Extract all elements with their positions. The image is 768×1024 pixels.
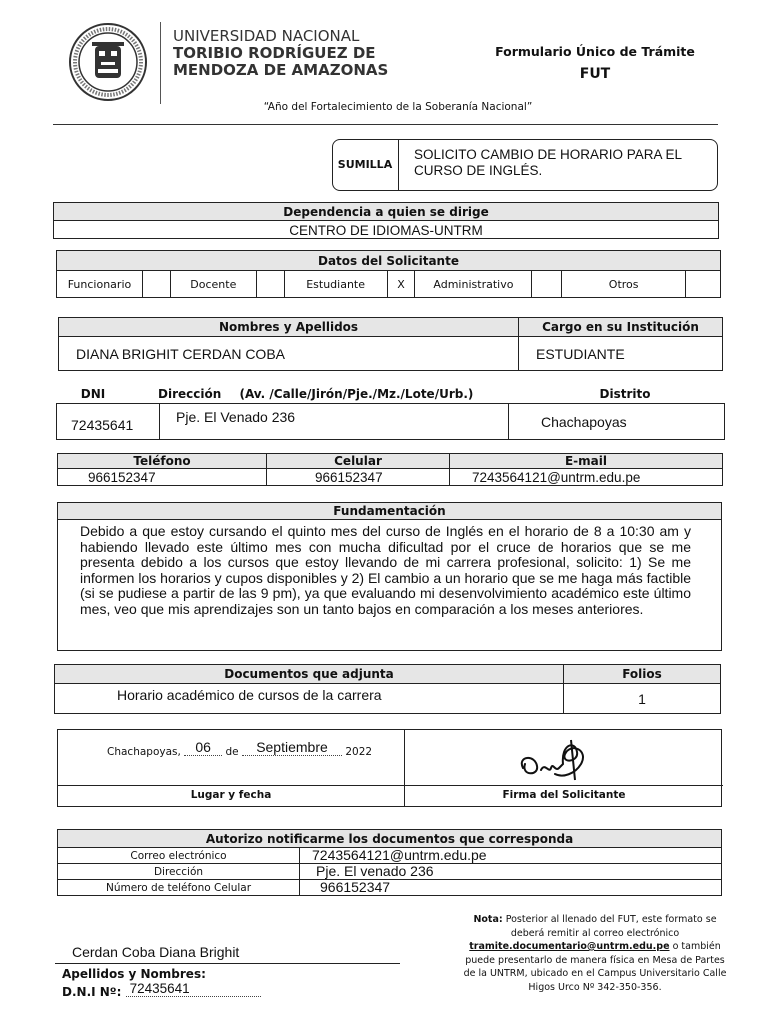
university-seal <box>68 22 148 102</box>
fundamentacion-text: Debido a que estoy cursando el quinto mes del curso de Inglés en el horario de 8 a 10:30 am y habiendo llevado este último mes con mucha dificultad por el cruce de horarios que se me presenta debido a los cursos que estoy llevando de mi carrera profesional, solicito: 1) Se me informen los horarios y cupos disponibles y 2) El cambio a un horario que se me haga más factible (si se pudiese a partir de las 9 pm), ya que evaluando mi desenvolvimiento académico este último mes, veo que mis aprendizajes son un tanto bajos en comparación a los meses anteriores. <box>58 520 722 651</box>
mark-otros <box>686 271 721 298</box>
firma-label: Firma del Solicitante <box>502 789 626 801</box>
distrito-header: Distrito <box>599 387 651 401</box>
telefono-header: Teléfono <box>58 454 267 469</box>
direccion-header-hint: (Av. /Calle/Jirón/Pje./Mz./Lote/Urb.) <box>239 387 474 401</box>
footer-note-2: o también puede presentarlo de manera física en Mesa de Partes de la UNTRM, ubicado en el Campus Universitario Calle Higos Urco Nº 342-350-356. <box>463 941 727 993</box>
nombres-value: DIANA BRIGHIT CERDAN COBA <box>59 337 519 371</box>
solicitante-header: Datos del Solicitante <box>57 251 721 271</box>
seal-icon <box>68 22 148 102</box>
telefono-value: 966152347 <box>58 469 267 486</box>
lugar-rule <box>58 785 404 786</box>
university-line2: TORIBIO RODRÍGUEZ DE <box>173 44 376 62</box>
dependencia-value: CENTRO DE IDIOMAS-UNTRM <box>54 221 719 239</box>
notif-email-label: Correo electrónico <box>58 848 300 864</box>
celular-value: 966152347 <box>267 469 450 486</box>
fundamentacion-table <box>57 502 722 651</box>
direccion-value: Pje. El Venado 236 <box>160 404 509 440</box>
footer-dni-label: D.N.I Nº: <box>62 985 122 999</box>
header-rule <box>53 124 718 125</box>
footer-name-rule <box>55 963 400 964</box>
documentos-table <box>54 664 721 714</box>
cargo-header: Cargo en su Institución <box>519 318 723 337</box>
signature-icon <box>515 734 595 784</box>
distrito-value: Chachapoyas <box>509 404 725 440</box>
fecha-line <box>107 739 373 759</box>
folios-value: 1 <box>564 684 721 714</box>
type-docente: Docente <box>170 271 256 298</box>
type-administrativo: Administrativo <box>415 271 532 298</box>
email-value: 7243564121@untrm.edu.pe <box>450 469 723 486</box>
footer-note <box>462 913 728 994</box>
email-header: E-mail <box>450 454 723 469</box>
footer-note-email[interactable]: tramite.documentario@untrm.edu.pe <box>469 941 670 952</box>
header-divider <box>160 22 161 104</box>
mark-funcionario <box>142 271 170 298</box>
fundamentacion-header: Fundamentación <box>58 503 722 520</box>
dni-value: 72435641 <box>57 404 160 440</box>
footer-note-1: Posterior al llenado del FUT, este formato se deberá remitir al correo electrónico <box>505 914 717 939</box>
sumilla-label: SUMILLA <box>337 158 393 171</box>
documento-value: Horario académico de cursos de la carrera <box>55 684 564 714</box>
lugar-fecha-cell <box>58 730 405 807</box>
university-line3: MENDOZA DE AMAZONAS <box>173 61 389 79</box>
footer-dni-line <box>62 981 261 1000</box>
direccion-table <box>56 403 725 440</box>
fecha-de: de <box>225 746 239 758</box>
form-title: Formulario Único de Trámite <box>495 44 695 59</box>
notif-cel-value: 966152347 <box>300 880 722 896</box>
type-estudiante: Estudiante <box>284 271 387 298</box>
notificacion-header: Autorizo notificarme los documentos que corresponda <box>58 830 722 848</box>
folios-header: Folios <box>564 665 721 684</box>
contacto-table <box>57 453 723 486</box>
university-line1: UNIVERSIDAD NACIONAL <box>173 27 360 45</box>
notif-cel-label: Número de teléfono Celular <box>58 880 300 896</box>
firma-rule <box>405 785 723 786</box>
sumilla-divider <box>398 139 399 191</box>
university-name <box>173 28 388 79</box>
footer-note-bold: Nota: <box>473 914 503 925</box>
sumilla-text: SOLICITO CAMBIO DE HORARIO PARA EL CURSO DE INGLÉS. <box>414 147 682 178</box>
dni-header: DNI <box>80 387 106 401</box>
notif-dir-value: Pje. El venado 236 <box>300 864 722 880</box>
direccion-header-label: Dirección <box>158 387 222 401</box>
fecha-month: Septiembre <box>242 739 342 756</box>
documentos-header: Documentos que adjunta <box>55 665 564 684</box>
fecha-year: 2022 <box>345 746 373 758</box>
form-code: FUT <box>579 66 611 82</box>
firma-cell <box>405 730 722 807</box>
type-funcionario: Funcionario <box>57 271 143 298</box>
fecha-city: Chachapoyas, <box>107 746 181 758</box>
year-motto: “Año del Fortalecimiento de la Soberanía Nacional” <box>263 101 533 113</box>
celular-header: Celular <box>267 454 450 469</box>
dependencia-header: Dependencia a quien se dirige <box>54 203 719 221</box>
mark-administrativo <box>532 271 562 298</box>
footer-dni-value: 72435641 <box>126 981 261 997</box>
notif-email-value: 7243564121@untrm.edu.pe <box>300 848 722 864</box>
nombres-header: Nombres y Apellidos <box>59 318 519 337</box>
firma-table <box>57 729 722 807</box>
fecha-day: 06 <box>184 739 222 756</box>
footer-names-label: Apellidos y Nombres: <box>62 967 206 981</box>
solicitante-table <box>56 250 721 298</box>
cargo-value: ESTUDIANTE <box>519 337 723 371</box>
notificacion-table <box>57 829 722 896</box>
mark-estudiante: X <box>387 271 415 298</box>
lugar-label: Lugar y fecha <box>190 789 272 801</box>
notif-dir-label: Dirección <box>58 864 300 880</box>
dependencia-table <box>53 202 719 239</box>
footer-full-name: Cerdan Coba Diana Brighit <box>72 944 240 960</box>
mark-docente <box>256 271 284 298</box>
type-otros: Otros <box>562 271 686 298</box>
direccion-header <box>158 387 488 401</box>
nombres-table <box>58 317 723 371</box>
